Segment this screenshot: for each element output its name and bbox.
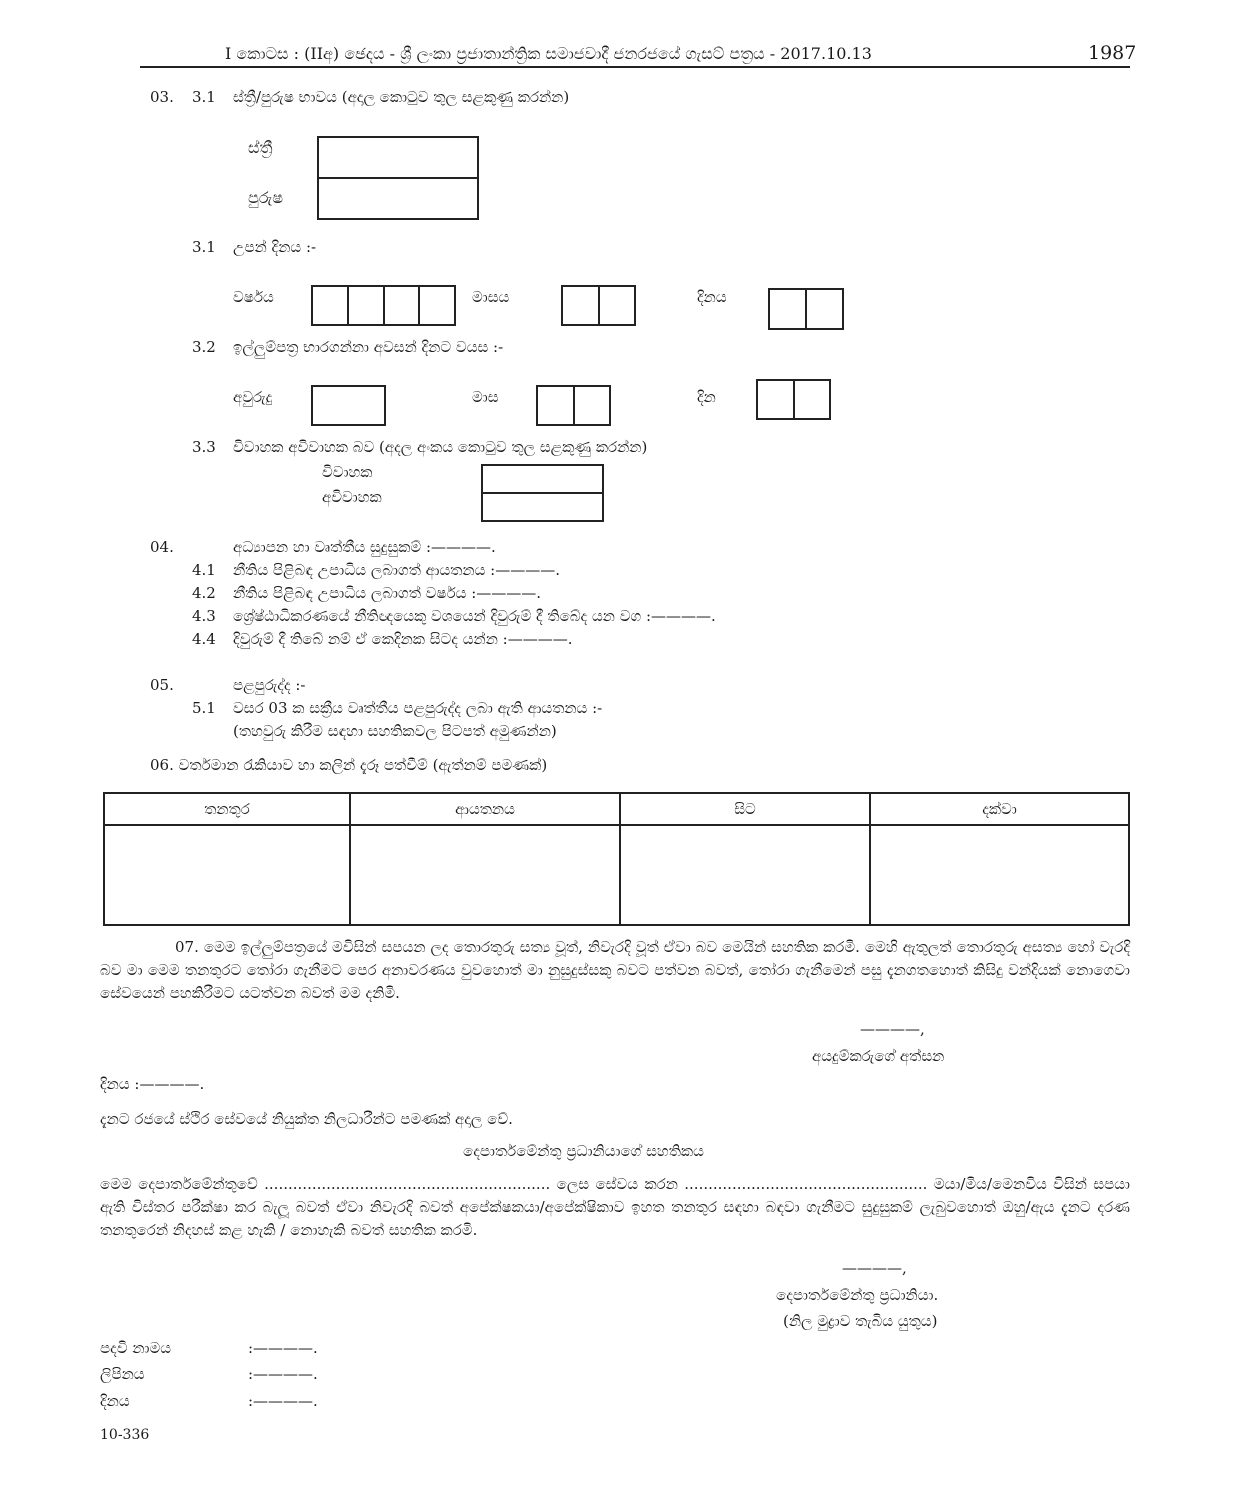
declaration-date[interactable]: දිනය :————. bbox=[100, 1075, 205, 1093]
certificate-title: දෙපාර්තමේන්තු ප්‍රධානියාගේ සහතිකය bbox=[463, 1142, 704, 1160]
address-field[interactable]: :————. bbox=[248, 1365, 318, 1383]
post-cell[interactable] bbox=[104, 825, 350, 925]
marital-label: විවාහක අවිවාහක බව (අදල අංකය කොටුව තුල සළකුණු කරන්න) bbox=[233, 438, 648, 456]
item-4-2-number: 4.2 bbox=[192, 584, 216, 602]
unmarried-checkbox[interactable] bbox=[483, 494, 602, 520]
dob-year-label: වර්ෂය bbox=[233, 288, 274, 306]
married-checkbox[interactable] bbox=[483, 466, 602, 494]
employment-table bbox=[103, 792, 1130, 926]
male-label: පුරුෂ bbox=[248, 188, 284, 207]
print-code: 10-336 bbox=[100, 1427, 150, 1443]
page-number: 1987 bbox=[1088, 42, 1137, 64]
from-cell[interactable] bbox=[620, 825, 870, 925]
designation-label: පදවි නාමය bbox=[100, 1339, 172, 1357]
column-to: දක්වා bbox=[870, 793, 1129, 825]
page-header: I කොටස : (IIඅ) ඡෙදය - ශ්‍රී ලංකා ප්‍රජාතාන්ත්‍රික සමාජවාදී ජනරජයේ ගැසට් පත්‍රය - 2017.10.13 bbox=[225, 44, 872, 63]
age-label: ඉල්ලුම්පත්‍ර භාරගන්නා අවසන් දිනට වයස :- bbox=[233, 338, 504, 356]
gender-number: 3.1 bbox=[192, 88, 216, 106]
dob-day-label: දිනය bbox=[697, 288, 727, 306]
certificate-text: මෙම දෙපාර්තමේන්තුවේ ............................................................ ලෙස සේවය කරන ................................................... මයා/මිය/මෙනවිය විසින් සපයා ඇති විස්තර පරීක්ෂා කර බැලූ බවත් ඒවා නිවැරදි බවත් අපේක්ෂකයා/අපේක්ෂිකාව ඉහත තනතුර සඳහා බඳවා ගැනීමට සුදුසුකම් ලැබුවහොත් ඔහු/ඇය දැනට දරණ තනතුරෙන් නිදහස් කළ හැකි / නොහැකි බවත් සහතික කරමි. bbox=[100, 1175, 1130, 1239]
age-years-label: අවුරුදු bbox=[233, 388, 273, 406]
date-label: දිනය bbox=[100, 1392, 130, 1410]
gender-checkbox-group bbox=[317, 136, 479, 220]
head-signature-line[interactable]: ————, bbox=[842, 1259, 907, 1277]
official-seal-note: (නිල මුද්‍රාව තැබිය යුතුය) bbox=[783, 1312, 938, 1330]
gender-label: ස්ත්‍රී/පුරුෂ භාවය (අදාල කොටුව තුල සළකුණු කරන්න) bbox=[233, 88, 570, 106]
item-5-1-note: (තහවුරු කිරීම සඳහා සහතිකවල පිටපත් අමුණන්න) bbox=[233, 722, 557, 740]
dob-label: උපන් දිනය :- bbox=[233, 238, 317, 256]
applicant-signature-label: අයදුම්කරුගේ අත්සන bbox=[812, 1047, 945, 1065]
column-post: තනතුර bbox=[104, 793, 350, 825]
item-4-2-text: නීතිය පිළිබඳ උපාධිය ලබාගත් වර්ෂය :————. bbox=[233, 584, 542, 602]
to-cell[interactable] bbox=[870, 825, 1129, 925]
age-number: 3.2 bbox=[192, 338, 216, 356]
item-4-3-text: ශ්‍රේෂ්ඨාධිකරණයේ නීතිඥයෙකු වශයෙන් දිවුරුම් දී තිබේද යන වග :————. bbox=[233, 607, 716, 625]
institution-cell[interactable] bbox=[350, 825, 620, 925]
item-4-4-text: දිවුරුම් දී තිබේ නම් ඒ කෙදිනක සිටද යන්න :————. bbox=[233, 630, 573, 648]
marital-checkbox-group bbox=[481, 464, 604, 522]
header-rule bbox=[140, 66, 1130, 68]
dob-month-field[interactable] bbox=[561, 285, 636, 326]
dob-day-field[interactable] bbox=[768, 288, 844, 330]
certificate-paragraph bbox=[100, 1173, 1130, 1242]
table-row bbox=[104, 825, 1129, 925]
declaration-text: 07. මෙම ඉල්ලුම්පත්‍රයේ මවිසින් සපයන ලද තොරතුරු සත්‍ය වූත්, නිවැරදි වූත් ඒවා බව මෙයින් සහතික කරමි. මෙහි ඇතුලත් තොරතුරු අසත්‍ය හෝ වැරදි බව මා මෙම තනතුරට තෝරා ගැනීමට පෙර අනාවරණය වුවහොත් මා නුසුදුස්සකු බවට පත්වන බවත්, තෝරා ගැනීමෙන් පසු දැනගතහොත් කිසිදු වන්දියක් නොගෙවා සේවයෙන් පහකිරීමට යටත්වන බවත් මම දනිමි. bbox=[100, 938, 1130, 1002]
declaration-paragraph bbox=[100, 936, 1130, 1005]
head-signature-label: දෙපාර්තමේන්තු ප්‍රධානියා. bbox=[776, 1286, 939, 1304]
column-institution: ආයතනය bbox=[350, 793, 620, 825]
item-5-1-text: වසර 03 ක සක්‍රීය වෘත්තීය පළපුරුද්ද ලබා ඇති ආයතනය :- bbox=[233, 699, 603, 717]
age-days-label: දින bbox=[697, 388, 716, 406]
item-4-1-text: නීතිය පිළිබඳ උපාධිය ලබාගත් ආයතනය :————. bbox=[233, 561, 560, 579]
government-officer-note: දැනට රජයේ ස්ථිර සේවයේ නියුක්ත නිලධාරීන්ට පමණක් අදාල වේ. bbox=[100, 1110, 513, 1128]
date-field[interactable]: :————. bbox=[248, 1392, 318, 1410]
section-3-number: 03. bbox=[150, 88, 174, 106]
section-5-number: 05. bbox=[150, 676, 174, 694]
unmarried-label: අවිවාහක bbox=[322, 488, 382, 506]
experience-label: පළපුරුද්ද :- bbox=[233, 676, 306, 694]
dob-number: 3.1 bbox=[192, 238, 216, 256]
age-years-field[interactable] bbox=[311, 385, 386, 426]
section-4-number: 04. bbox=[150, 538, 174, 556]
qualifications-label: අධ්‍යාපන හා වෘත්තීය සුදුසුකම් :————. bbox=[233, 538, 496, 556]
address-label: ලිපිනය bbox=[100, 1365, 145, 1383]
age-months-label: මාස bbox=[472, 388, 499, 406]
marital-number: 3.3 bbox=[192, 438, 216, 456]
male-checkbox[interactable] bbox=[319, 179, 477, 218]
applicant-signature-line[interactable]: ————, bbox=[860, 1020, 925, 1038]
dob-year-field[interactable] bbox=[311, 285, 456, 326]
table-header-row bbox=[104, 793, 1129, 825]
designation-field[interactable]: :————. bbox=[248, 1339, 318, 1357]
item-4-3-number: 4.3 bbox=[192, 607, 216, 625]
item-4-1-number: 4.1 bbox=[192, 561, 216, 579]
section-6-label: 06. වර්තමාන රැකියාව හා කලින් දැරූ පත්වීම් (ඇත්නම් පමණක්) bbox=[150, 756, 548, 774]
dob-month-label: මාසය bbox=[472, 288, 510, 306]
married-label: විවාහක bbox=[322, 463, 373, 481]
item-4-4-number: 4.4 bbox=[192, 630, 216, 648]
item-5-1-number: 5.1 bbox=[192, 699, 216, 717]
age-days-field[interactable] bbox=[756, 379, 831, 420]
age-months-field[interactable] bbox=[536, 385, 611, 426]
female-checkbox[interactable] bbox=[319, 138, 477, 179]
column-from: සිට bbox=[620, 793, 870, 825]
female-label: ස්ත්‍රී bbox=[248, 138, 273, 157]
